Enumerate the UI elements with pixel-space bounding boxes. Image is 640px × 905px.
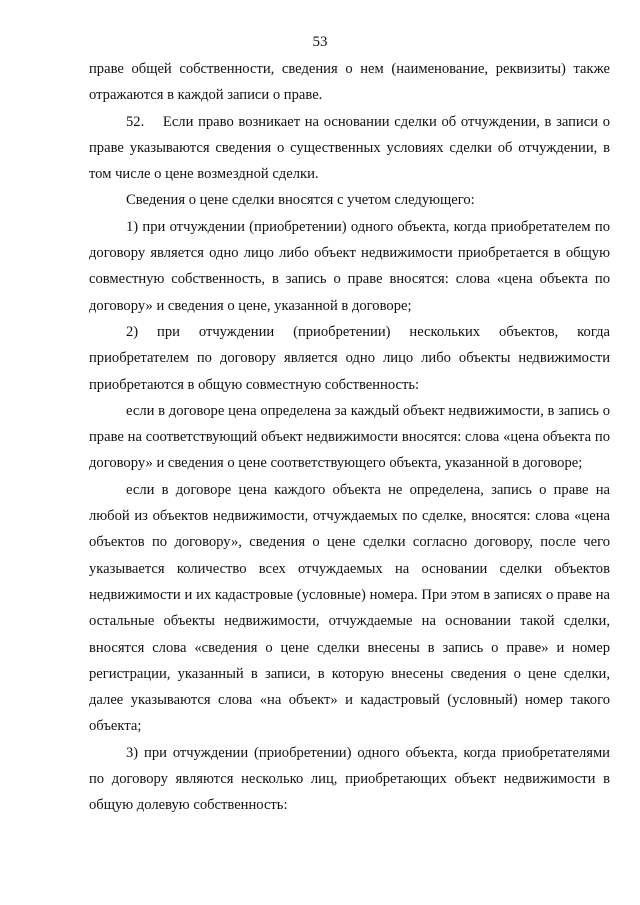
paragraph-price-per-object: если в договоре цена определена за каждый объект недвижимости, в запись о праве на соответствующий объект недвижимости вносятся: слова «цена объекта по договору» и сведения о цене соответствующего объекта, указанной в договоре; xyxy=(89,402,610,472)
paragraph-52: 52. Если право возникает на основании сделки об отчуждении, в записи о праве указываются сведения о существенных условиях сделки об отчуждении, в том числе о цене возмездной сделки. xyxy=(89,113,610,183)
paragraph-item-3: 3) при отчуждении (приобретении) одного объекта, когда приобретателями по договору являются несколько лиц, приобретающих объект недвижимости в общую долевую собственность: xyxy=(89,744,610,814)
paragraph-item-1: 1) при отчуждении (приобретении) одного объекта, когда приобретателем по договору является одно лицо либо объект недвижимости приобретается в общую совместную собственность, в запись о праве вносятся: слова «цена объекта по договору» и сведения о цене, указанной в договоре; xyxy=(89,218,610,314)
paragraph-continuation: праве общей собственности, сведения о нем (наименование, реквизиты) также отражаются в каждой записи о праве. xyxy=(89,61,610,104)
document-body xyxy=(89,56,610,819)
paragraph-item-2: 2) при отчуждении (приобретении) нескольких объектов, когда приобретателем по договору является одно лицо либо объекты недвижимости приобретаются в общую совместную собственность: xyxy=(89,323,610,393)
paragraph-price-undefined: если в договоре цена каждого объекта не определена, запись о праве на любой из объектов недвижимости, отчуждаемых по сделке, вносятся: слова «цена объектов по договору», сведения о цене сделки согласно договору, после чего указывается количество всех отчуждаемых на основании сделки объектов недвижимости и их кадастровые (условные) номера. При этом в записях о праве на остальные объекты недвижимости, отчуждаемые на основании такой сделки, вносятся слова «сведения о цене сделки внесены в запись о праве» и номер регистрации, указанный в записи, в которую внесены сведения о цене сделки, далее указываются слова «на объект» и кадастровый (условный) номер такого объекта; xyxy=(89,481,610,735)
paragraph-price-info: Сведения о цене сделки вносятся с учетом следующего: xyxy=(126,192,475,209)
page-number: 53 xyxy=(312,34,328,50)
